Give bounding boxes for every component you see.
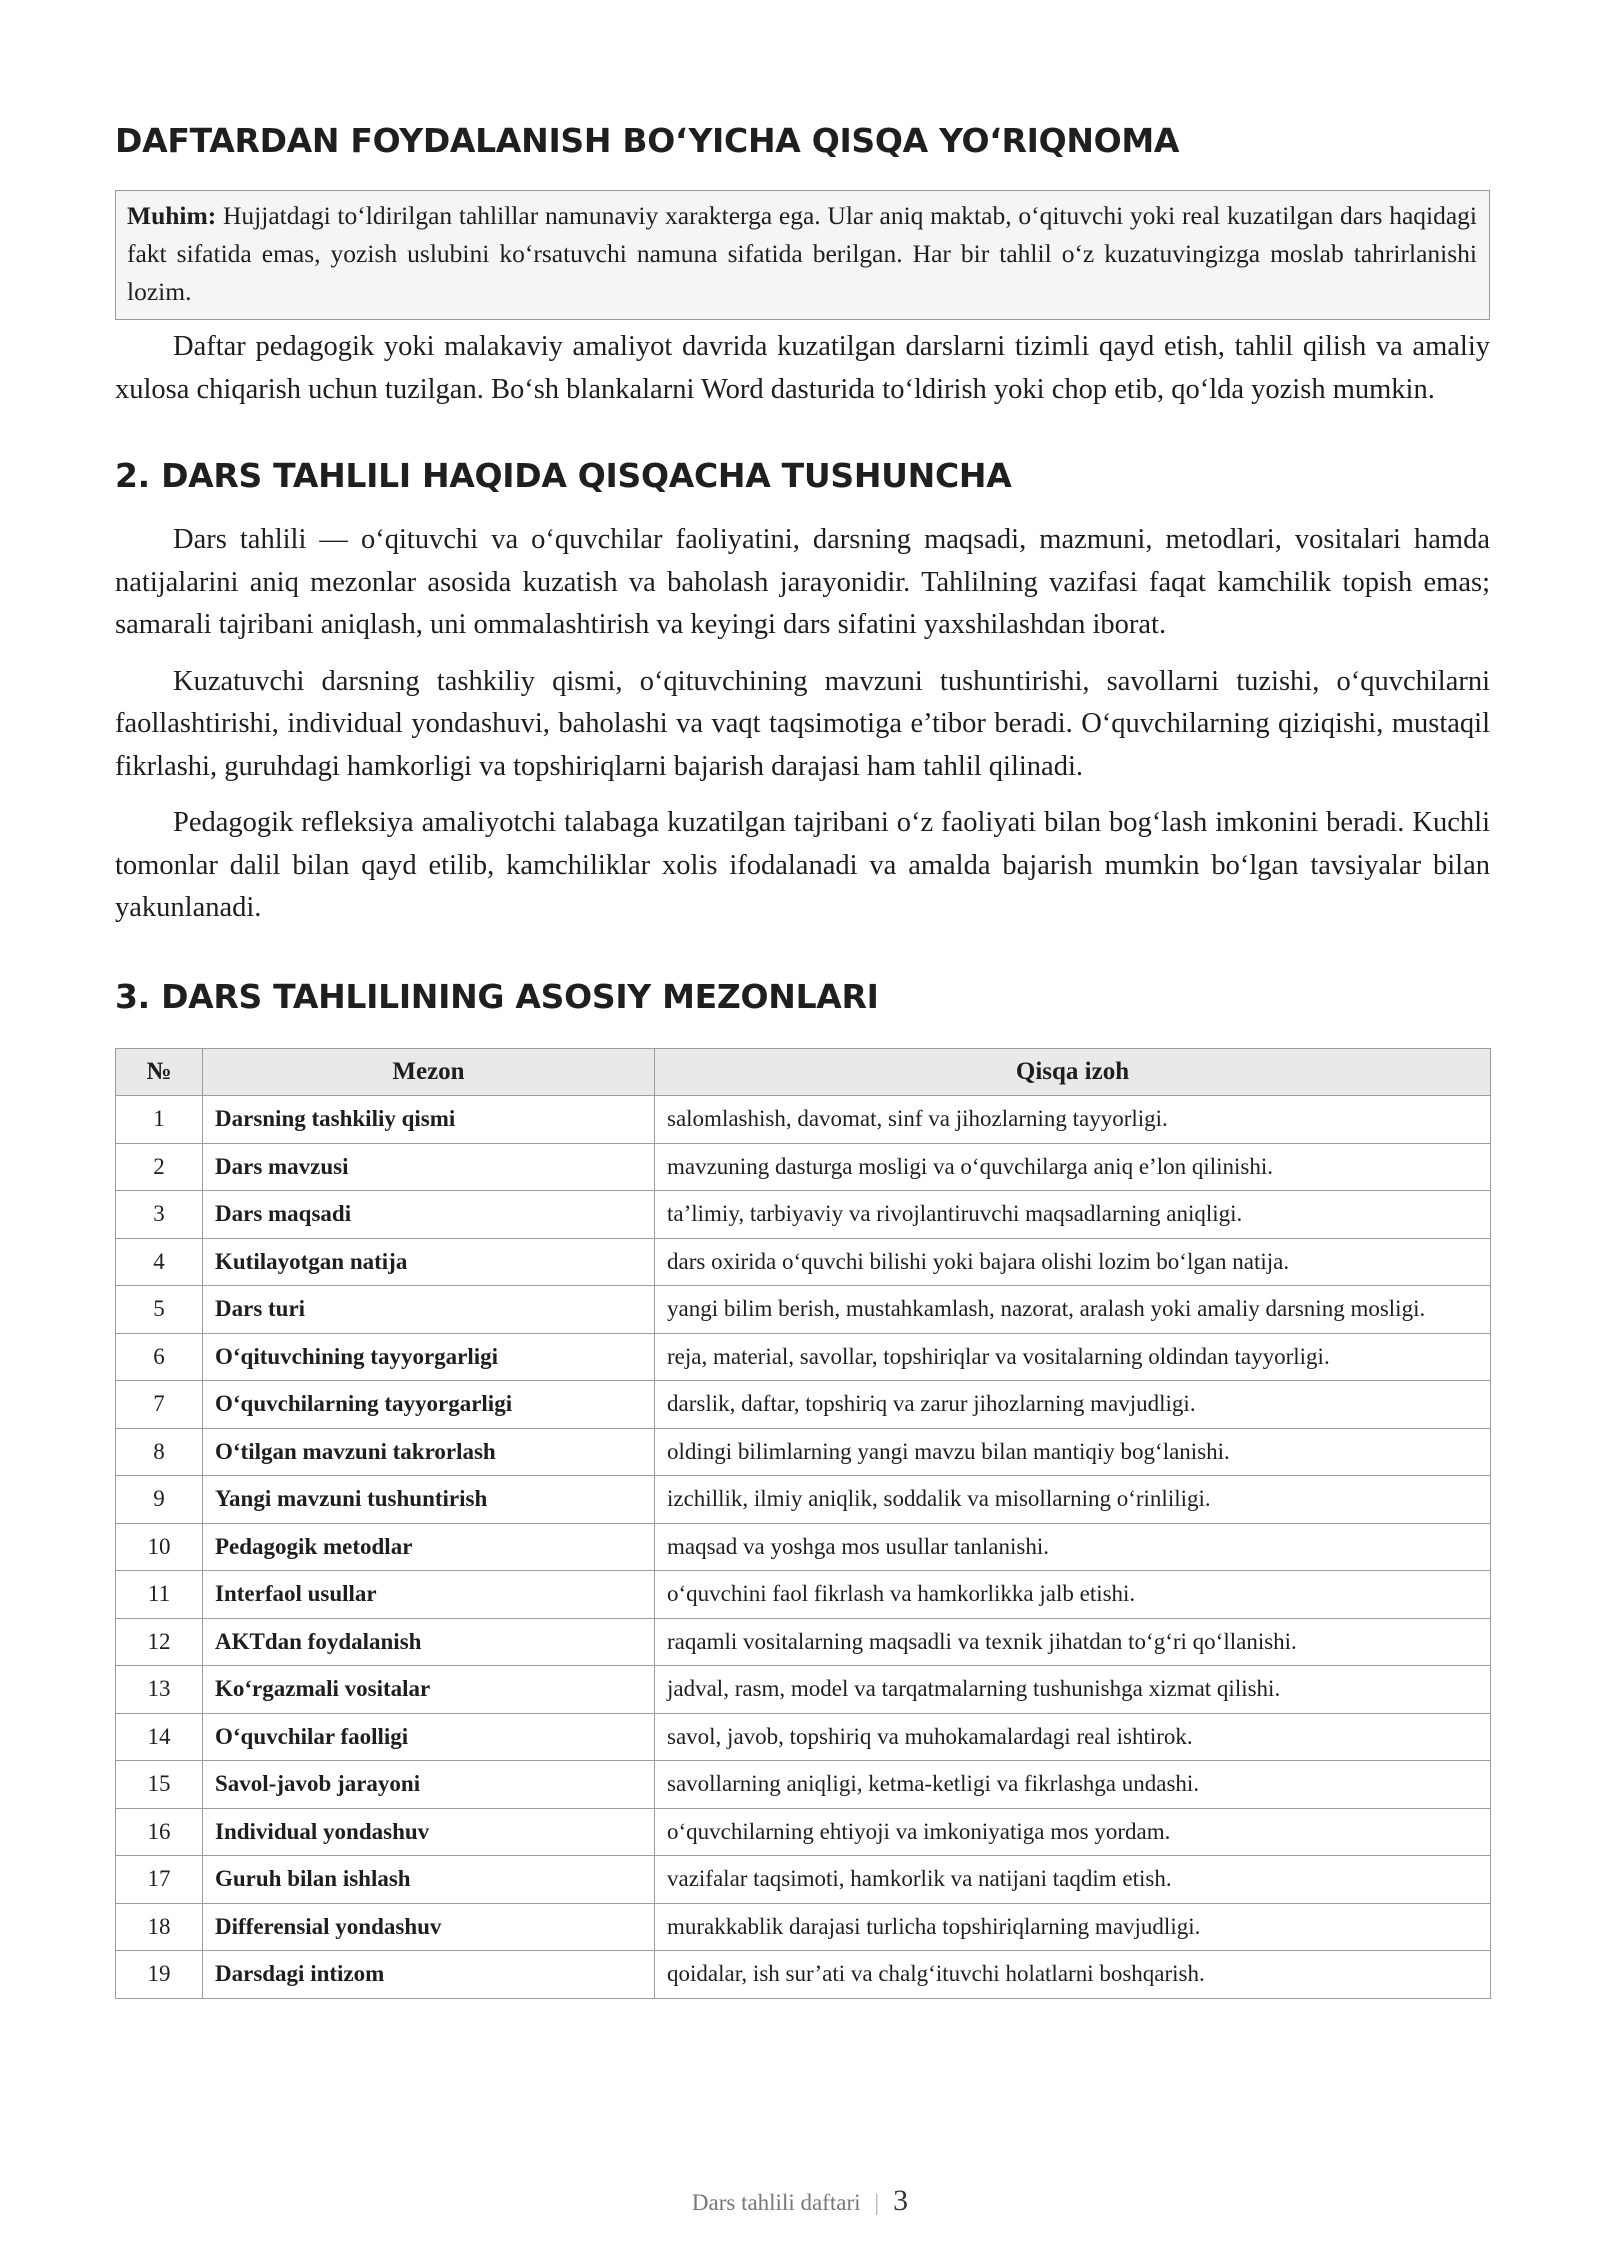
page-number: 3 — [893, 2184, 909, 2217]
row-number: 3 — [116, 1191, 203, 1239]
row-number: 17 — [116, 1856, 203, 1904]
row-number: 4 — [116, 1238, 203, 1286]
criterion-name: O‘quvchilar faolligi — [203, 1713, 655, 1761]
criterion-name: Dars mavzusi — [203, 1143, 655, 1191]
criterion-name: Ko‘rgazmali vositalar — [203, 1666, 655, 1714]
table-header-row — [116, 1048, 1491, 1096]
row-number: 16 — [116, 1808, 203, 1856]
table-row — [116, 1903, 1491, 1951]
row-number: 8 — [116, 1428, 203, 1476]
row-number: 19 — [116, 1951, 203, 1999]
header-criterion: Mezon — [203, 1048, 655, 1096]
table-row — [116, 1381, 1491, 1429]
table-row — [116, 1951, 1491, 1999]
criterion-name: Darsning tashkiliy qismi — [203, 1096, 655, 1144]
table-row — [116, 1238, 1491, 1286]
criterion-description: yangi bilim berish, mustahkamlash, nazorat, aralash yoki amaliy darsning mosligi. — [655, 1286, 1491, 1334]
table-row — [116, 1333, 1491, 1381]
table-row — [116, 1428, 1491, 1476]
row-number: 14 — [116, 1713, 203, 1761]
criterion-description: salomlashish, davomat, sinf va jihozlarning tayyorligi. — [655, 1096, 1491, 1144]
criterion-description: vazifalar taqsimoti, hamkorlik va natijani taqdim etish. — [655, 1856, 1491, 1904]
criterion-description: izchillik, ilmiy aniqlik, soddalik va misollarning o‘rinliligi. — [655, 1476, 1491, 1524]
table-row — [116, 1808, 1491, 1856]
note-label: Muhim: — [127, 201, 217, 230]
criterion-name: Interfaol usullar — [203, 1571, 655, 1619]
criterion-description: darslik, daftar, topshiriq va zarur jihozlarning mavjudligi. — [655, 1381, 1491, 1429]
criterion-description: oldingi bilimlarning yangi mavzu bilan mantiqiy bog‘lanishi. — [655, 1428, 1491, 1476]
criterion-name: Darsdagi intizom — [203, 1951, 655, 1999]
section-2-paragraph-1: Dars tahlili — o‘qituvchi va o‘quvchilar faoliyatini, darsning maqsadi, mazmuni, metodlari, vositalari hamda natijalarini aniq mezonlar asosida kuzatish va baholash jarayonidir. Tahlilning vazifasi faqat kamchilik topish emas; samarali tajribani aniqlash, uni ommalashtirish va keyingi dars sifatini yaxshilashdan iborat. — [115, 524, 1490, 640]
row-number: 2 — [116, 1143, 203, 1191]
document-page — [115, 120, 1490, 1999]
criterion-name: Dars maqsadi — [203, 1191, 655, 1239]
table-row — [116, 1143, 1491, 1191]
criterion-description: maqsad va yoshga mos usullar tanlanishi. — [655, 1523, 1491, 1571]
header-description: Qisqa izoh — [655, 1048, 1491, 1096]
table-body — [116, 1096, 1491, 1999]
criterion-description: ta’limiy, tarbiyaviy va rivojlantiruvchi maqsadlarning aniqligi. — [655, 1191, 1491, 1239]
row-number: 15 — [116, 1761, 203, 1809]
criterion-name: Individual yondashuv — [203, 1808, 655, 1856]
row-number: 12 — [116, 1618, 203, 1666]
table-row — [116, 1761, 1491, 1809]
criterion-name: Guruh bilan ishlash — [203, 1856, 655, 1904]
criteria-table — [115, 1048, 1491, 1999]
row-number: 10 — [116, 1523, 203, 1571]
table-row — [116, 1713, 1491, 1761]
note-text: Hujjatdagi to‘ldirilgan tahlillar namunaviy xarakterga ega. Ular aniq maktab, o‘qituvchi yoki real kuzatilgan dars haqidagi fakt sifatida emas, yozish uslubini ko‘rsatuvchi namuna sifatida berilgan. Har bir tahlil o‘z kuzatuvingizga moslab tahrirlanishi lozim. — [127, 201, 1477, 306]
criterion-description: o‘quvchilarning ehtiyoji va imkoniyatiga mos yordam. — [655, 1808, 1491, 1856]
criterion-description: mavzuning dasturga mosligi va o‘quvchilarga aniq e’lon qilinishi. — [655, 1143, 1491, 1191]
criterion-name: O‘tilgan mavzuni takrorlash — [203, 1428, 655, 1476]
criterion-description: raqamli vositalarning maqsadli va texnik jihatdan to‘g‘ri qo‘llanishi. — [655, 1618, 1491, 1666]
important-note-box — [115, 190, 1490, 320]
section-2-paragraph-3: Pedagogik refleksiya amaliyotchi talabaga kuzatilgan tajribani o‘z faoliyati bilan bog‘lash imkonini beradi. Kuchli tomonlar dalil bilan qayd etilib, kamchiliklar xolis ifodalanadi va amalda bajarish mumkin bo‘lgan tavsiyalar bilan yakunlanadi. — [115, 807, 1490, 923]
criterion-name: Dars turi — [203, 1286, 655, 1334]
criterion-name: Savol-javob jarayoni — [203, 1761, 655, 1809]
table-row — [116, 1523, 1491, 1571]
row-number: 9 — [116, 1476, 203, 1524]
table-row — [116, 1286, 1491, 1334]
criterion-name: Kutilayotgan natija — [203, 1238, 655, 1286]
footer-separator: | — [874, 2190, 880, 2215]
criterion-name: Differensial yondashuv — [203, 1903, 655, 1951]
table-row — [116, 1666, 1491, 1714]
header-number: № — [116, 1048, 203, 1096]
criterion-name: O‘qituvchining tayyorgarligi — [203, 1333, 655, 1381]
table-row — [116, 1856, 1491, 1904]
row-number: 13 — [116, 1666, 203, 1714]
row-number: 7 — [116, 1381, 203, 1429]
section-2-paragraph-2: Kuzatuvchi darsning tashkiliy qismi, o‘qituvchining mavzuni tushuntirishi, savollarni tuzishi, o‘quvchilarni faollashtirishi, individual yondashuvi, baholashi va vaqt taqsimotiga e’tibor beradi. O‘quvchilarning qiziqishi, mustaqil fikrlashi, guruhdagi hamkorligi va topshiriqlarni bajarish darajasi ham tahlil qilinadi. — [115, 665, 1490, 782]
table-row — [116, 1191, 1491, 1239]
criterion-name: Pedagogik metodlar — [203, 1523, 655, 1571]
criterion-name: AKTdan foydalanish — [203, 1618, 655, 1666]
footer-title: Dars tahlili daftari — [691, 2190, 861, 2215]
table-row — [116, 1571, 1491, 1619]
criterion-description: murakkablik darajasi turlicha topshiriqlarning mavjudligi. — [655, 1903, 1491, 1951]
section-3-title: 3. DARS TAHLILINING ASOSIY MEZONLARI — [115, 976, 879, 1016]
criterion-description: savol, javob, topshiriq va muhokamalardagi real ishtirok. — [655, 1713, 1491, 1761]
row-number: 1 — [116, 1096, 203, 1144]
criterion-description: jadval, rasm, model va tarqatmalarning tushunishga xizmat qilishi. — [655, 1666, 1491, 1714]
criterion-description: reja, material, savollar, topshiriqlar va vositalarning oldindan tayyorligi. — [655, 1333, 1491, 1381]
row-number: 11 — [116, 1571, 203, 1619]
row-number: 6 — [116, 1333, 203, 1381]
table-row — [116, 1618, 1491, 1666]
intro-paragraph: Daftar pedagogik yoki malakaviy amaliyot davrida kuzatilgan darslarni tizimli qayd etish, tahlil qilish va amaliy xulosa chiqarish uchun tuzilgan. Bo‘sh blankalarni Word dasturida to‘ldirish yoki chop etib, qo‘lda yozish mumkin. — [115, 331, 1490, 405]
criterion-description: dars oxirida o‘quvchi bilishi yoki bajara olishi lozim bo‘lgan natija. — [655, 1238, 1491, 1286]
criterion-name: O‘quvchilarning tayyorgarligi — [203, 1381, 655, 1429]
criterion-description: qoidalar, ish sur’ati va chalg‘ituvchi holatlarni boshqarish. — [655, 1951, 1491, 1999]
section-2-title: 2. DARS TAHLILI HAQIDA QISQACHA TUSHUNCHA — [115, 456, 1012, 495]
criterion-description: o‘quvchini faol fikrlash va hamkorlikka jalb etishi. — [655, 1571, 1491, 1619]
criterion-name: Yangi mavzuni tushuntirish — [203, 1476, 655, 1524]
table-row — [116, 1096, 1491, 1144]
row-number: 5 — [116, 1286, 203, 1334]
row-number: 18 — [116, 1903, 203, 1951]
page-footer — [0, 2184, 1600, 2218]
main-heading: DAFTARDAN FOYDALANISH BO‘YICHA QISQA YO‘RIQNOMA — [115, 121, 1180, 160]
table-row — [116, 1476, 1491, 1524]
criterion-description: savollarning aniqligi, ketma-ketligi va fikrlashga undashi. — [655, 1761, 1491, 1809]
